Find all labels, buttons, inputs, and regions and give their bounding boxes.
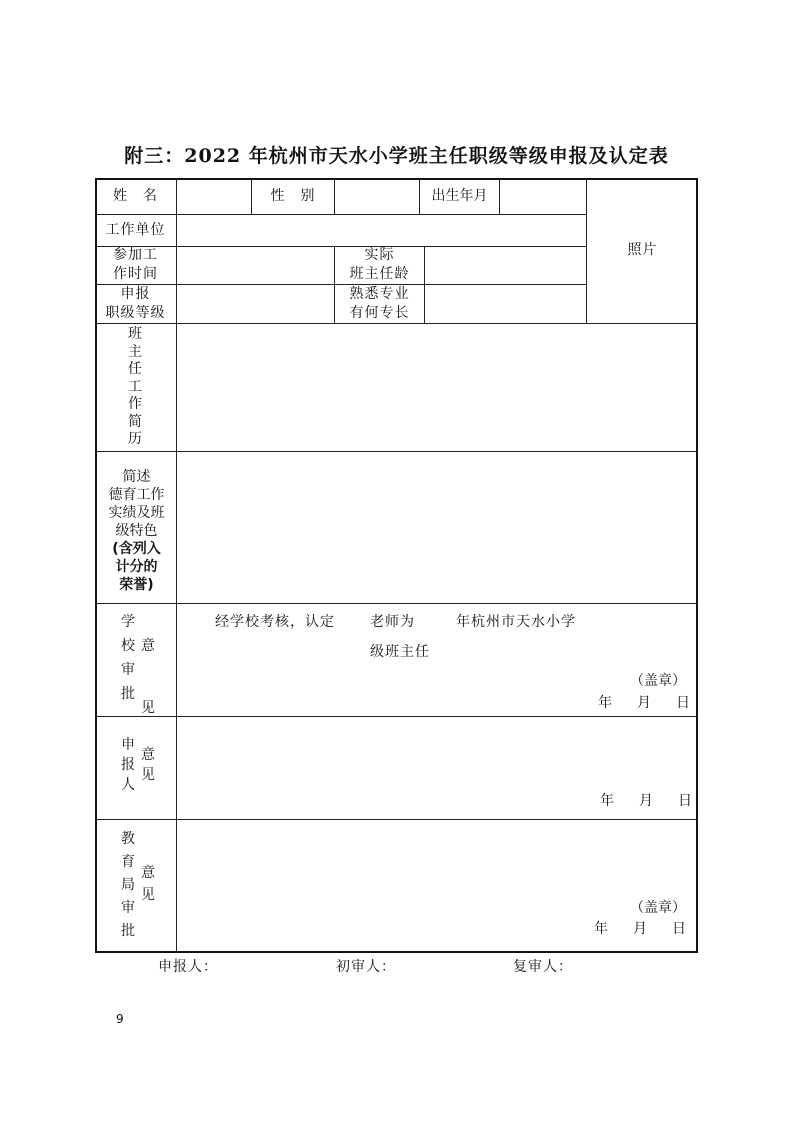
applicant-review-char: 报	[121, 757, 135, 773]
approval-text-part1: 经学校考核，认定	[215, 614, 335, 630]
bureau-review-label-col1	[118, 828, 138, 943]
moral-summary-line: 实绩及班	[108, 505, 165, 521]
resume-char: 任	[128, 361, 142, 377]
moral-note-line: 荣誉)	[119, 577, 154, 593]
school-review-char: 意	[141, 638, 155, 654]
birth-field[interactable]	[500, 178, 586, 214]
bureau-review-char: 见	[141, 887, 155, 903]
bureau-review-char: 审	[121, 900, 135, 916]
moral-summary-line: 级特色	[115, 523, 158, 539]
resume-field[interactable]	[177, 324, 698, 451]
work-unit-field[interactable]	[177, 214, 586, 246]
school-date-year: 年	[598, 695, 613, 711]
apply-level-field[interactable]	[177, 284, 334, 323]
bureau-date-day: 日	[672, 921, 687, 937]
bureau-review-char: 教	[121, 831, 135, 847]
applicant-date-month: 月	[639, 793, 654, 809]
join-work-time-label	[95, 246, 176, 284]
applicant-review-char: 意	[141, 747, 155, 763]
school-date-day: 日	[676, 695, 691, 711]
moral-note-line: (含列入	[112, 541, 161, 557]
photo-label: 照片	[627, 241, 658, 258]
moral-summary-line: 德育工作	[108, 487, 165, 503]
bureau-review-char: 批	[121, 923, 135, 939]
page-number: 9	[116, 1012, 124, 1026]
apply-level-line1: 申报	[120, 285, 151, 302]
first-reviewer-label: 初审人：	[336, 959, 396, 975]
birth-label: 出生年月	[431, 187, 488, 204]
school-date-month: 月	[637, 695, 652, 711]
resume-char: 简	[128, 413, 142, 430]
apply-level-label	[95, 284, 176, 323]
actual-years-label	[335, 246, 424, 284]
bureau-date-year: 年	[594, 921, 609, 937]
bureau-review-char: 意	[141, 865, 155, 881]
school-review-char: 校	[121, 638, 135, 654]
gender-field[interactable]	[335, 178, 419, 214]
second-reviewer-label: 复审人：	[513, 959, 573, 975]
page-title: 附三：2022 年杭州市天水小学班主任职级等级申报及认定表	[124, 145, 669, 167]
join-work-time-field[interactable]	[177, 246, 334, 284]
bureau-review-char: 局	[121, 877, 135, 893]
school-review-char: 审	[121, 662, 135, 678]
school-review-char: 学	[121, 614, 135, 630]
bureau-review-char: 育	[121, 854, 135, 870]
resume-char: 主	[128, 343, 142, 360]
applicant-review-label-col1	[118, 735, 138, 795]
applicant-signature-label: 申报人：	[158, 959, 218, 975]
applicant-review-char: 见	[141, 767, 155, 783]
apply-level-line2: 职级等级	[105, 304, 166, 321]
actual-years-line1: 实际	[364, 247, 395, 263]
resume-char: 班	[128, 326, 142, 342]
bureau-seal: （盖章）	[630, 900, 686, 916]
specialty-field[interactable]	[425, 284, 586, 323]
specialty-line1: 熟悉专业	[349, 285, 410, 302]
resume-label	[125, 326, 145, 449]
resume-char: 历	[128, 431, 142, 447]
join-work-time-line1: 参加工	[113, 247, 158, 263]
applicant-date-year: 年	[600, 793, 615, 809]
school-review-label-col2	[138, 615, 158, 739]
applicant-review-char: 人	[121, 777, 135, 793]
resume-char: 作	[128, 396, 142, 412]
approval-text-part3: 年杭州市天水小学	[456, 614, 576, 630]
school-review-label-col1	[118, 610, 138, 706]
row-line	[95, 716, 698, 717]
moral-note-line: 计分的	[115, 559, 158, 575]
bureau-date-month: 月	[633, 921, 648, 937]
row-line	[95, 819, 698, 820]
applicant-review-label-col2	[138, 745, 158, 785]
applicant-review-char: 申	[121, 737, 135, 753]
approval-text-part2: 老师为	[370, 614, 415, 630]
bureau-review-label-col2	[138, 862, 158, 906]
name-field[interactable]	[177, 178, 251, 214]
gender-label: 性 别	[270, 187, 316, 204]
school-review-char: 批	[121, 686, 135, 702]
school-seal: （盖章）	[630, 673, 686, 689]
actual-years-line2: 班主任龄	[349, 266, 410, 282]
resume-char: 工	[128, 378, 142, 395]
school-review-char: 见	[141, 700, 155, 716]
specialty-line2: 有何专长	[349, 304, 410, 321]
row-line	[95, 603, 698, 604]
moral-summary-label	[97, 468, 176, 594]
work-unit-label: 工作单位	[105, 221, 166, 238]
join-work-time-line2: 作时间	[113, 266, 158, 282]
approval-text-line2: 级班主任	[370, 644, 430, 660]
specialty-label	[335, 284, 424, 323]
name-label: 姓 名	[113, 187, 158, 204]
moral-summary-field[interactable]	[177, 452, 698, 603]
actual-years-field[interactable]	[425, 246, 586, 284]
applicant-date-day: 日	[678, 793, 693, 809]
moral-summary-line: 简述	[122, 469, 151, 485]
